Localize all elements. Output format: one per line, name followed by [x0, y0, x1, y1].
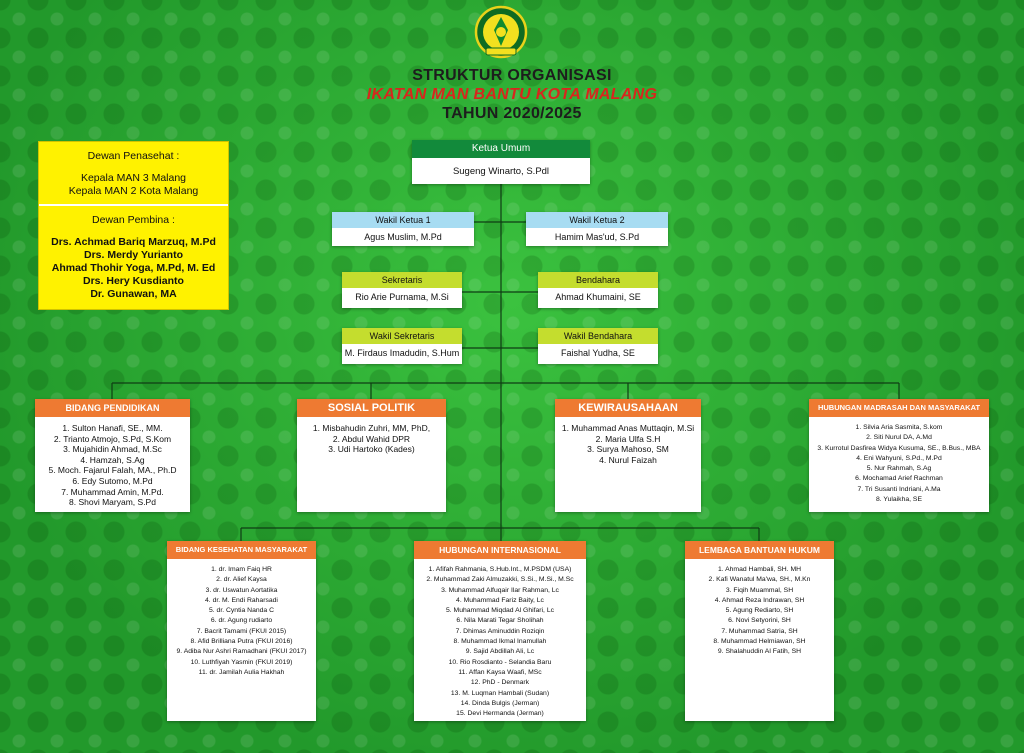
- member-item: 8. Afid Brilliana Putra (FKUI 2016): [190, 638, 293, 646]
- division-hubungan-internasional: [414, 541, 586, 721]
- member-item: 3. Kurrotul Dasfirea Widya Kusuma, SE., B.Bus., MBA: [817, 444, 981, 452]
- member-item: 4. Eni Wahyuni, S.Pd., M.Pd: [856, 454, 942, 462]
- member-item: 11. dr. Jamilah Aulia Hakhah: [198, 668, 285, 676]
- member-item: 5. Muhammad Miqdad Al Ghifari, Lc: [445, 607, 555, 615]
- member-item: 1. Ahmad Hambali, SH. MH: [717, 566, 802, 573]
- dewan-pembina-section: [39, 206, 228, 309]
- member-item: 6. Nila Marati Tegar Sholihah: [456, 617, 544, 625]
- bendahara-title: Bendahara: [538, 272, 658, 288]
- organization-logo: [470, 4, 532, 62]
- pembina-member: Drs. Hery Kusdianto: [83, 275, 184, 287]
- wakil-sekretaris-box: [342, 328, 462, 364]
- member-item: 5. Moch. Fajarul Falah, MA., Ph.D: [48, 465, 177, 476]
- member-item: 5. dr. Cyntia Nanda C: [209, 607, 274, 615]
- member-item: 9. Sajid Abdillah Ali, Lc: [465, 648, 535, 656]
- member-item: 11. Affan Kaysa Waafi, MSc: [458, 668, 542, 676]
- member-item: 6. Mochamad Arief Rachman: [855, 475, 943, 483]
- division-lembaga-bantuan-hukum: [685, 541, 834, 721]
- member-item: 5. Nur Rahmah, S.Ag: [866, 465, 932, 473]
- sekretaris-box: [342, 272, 462, 308]
- wakil-ketua-1-title: Wakil Ketua 1: [332, 212, 474, 228]
- pembina-member: Dr. Gunawan, MA: [90, 288, 177, 300]
- member-item: 4. dr. M. Endi Raharsadi: [205, 596, 278, 604]
- member-item: 3. Mujahidin Ahmad, M.Sc: [63, 444, 162, 455]
- division-kewirausahaan: [555, 399, 701, 512]
- member-list: [685, 559, 834, 664]
- wakil-sekretaris-name: M. Firdaus Imadudin, S.Hum: [344, 348, 460, 358]
- ketua-umum-title: Ketua Umum: [412, 140, 590, 158]
- member-item: 4. Nurul Faizah: [599, 454, 657, 465]
- member-list: [297, 417, 446, 461]
- member-list: [555, 417, 701, 471]
- member-item: 4. Muhammad Fariz Baity, Lc: [456, 596, 544, 604]
- dewan-penasehat-title: Dewan Penasehat :: [87, 150, 180, 162]
- wakil-ketua-2-name: Hamim Mas'ud, S.Pd: [554, 232, 640, 242]
- member-item: 8. Muhammad Ikmal Inamullah: [453, 638, 547, 646]
- advisory-board-box: [38, 141, 229, 310]
- member-item: 2. Kafi Wanatul Ma'wa, SH., M.Kn: [708, 576, 811, 584]
- member-item: 10. Luthfiyah Yasmin (FKUI 2019): [190, 658, 293, 666]
- member-item: 10. Rio Rosdianto - Selandia Baru: [448, 658, 552, 666]
- division-kesehatan-masyarakat: [167, 541, 316, 721]
- member-item: 6. dr. Agung rudiarto: [210, 617, 273, 625]
- member-list: [167, 559, 316, 684]
- wakil-sekretaris-title: Wakil Sekretaris: [342, 328, 462, 344]
- division-title: HUBUNGAN INTERNASIONAL: [414, 541, 586, 559]
- member-item: 3. Muhammad Alfuqair Ilar Rahman, Lc: [441, 586, 559, 594]
- title-line-3: TAHUN 2020/2025: [442, 105, 582, 122]
- member-item: 12. PhD - Denmark: [470, 679, 530, 687]
- member-item: 7. Dhimas Aminuddin Roziqin: [455, 627, 545, 635]
- wakil-ketua-1-box: [332, 212, 474, 246]
- pembina-member: Drs. Merdy Yurianto: [83, 249, 183, 261]
- wakil-ketua-1-name: Agus Muslim, M.Pd: [364, 232, 442, 242]
- member-item: 5. Agung Rediarto, SH: [725, 607, 794, 615]
- member-item: 15. Devi Hermanda (Jerman): [456, 710, 544, 718]
- pembina-member: Drs. Achmad Bariq Marzuq, M.Pd: [51, 236, 216, 248]
- wakil-bendahara-name: Faishal Yudha, SE: [561, 348, 635, 358]
- member-item: 2. dr. Alief Kaysa: [216, 576, 267, 584]
- member-item: 1. dr. Imam Faiq HR: [211, 566, 272, 573]
- member-item: 2. Muhammad Zaki Almuzakki, S.Si., M.Si., M.Sc: [426, 576, 574, 584]
- division-pendidikan: [35, 399, 190, 512]
- bendahara-name: Ahmad Khumaini, SE: [555, 292, 641, 302]
- wakil-bendahara-title: Wakil Bendahara: [538, 328, 658, 344]
- member-item: 7. Tri Susanti Indriani, A.Ma: [857, 485, 941, 493]
- division-title: KEWIRAUSAHAAN: [555, 399, 701, 417]
- dewan-pembina-title: Dewan Pembina :: [92, 214, 175, 226]
- member-item: 3. Udi Hartoko (Kades): [328, 444, 415, 455]
- member-item: 14. Dinda Bulgis (Jerman): [460, 699, 540, 707]
- dewan-penasehat-section: [39, 142, 228, 206]
- member-item: 2. Trianto Atmojo, S.Pd, S.Kom: [53, 433, 172, 444]
- member-item: 13. M. Luqman Hambali (Sudan): [450, 689, 550, 697]
- wakil-bendahara-box: [538, 328, 658, 364]
- member-item: 4. Ahmad Reza Indrawan, SH: [714, 596, 805, 604]
- ketua-umum-box: [412, 140, 590, 184]
- member-list: [414, 559, 586, 725]
- member-list: [809, 417, 989, 511]
- member-item: 8. Shovi Maryam, S.Pd: [69, 497, 156, 508]
- member-item: 8. Yulaikha, SE: [876, 496, 922, 504]
- title-line-2: IKATAN MAN BANTU KOTA MALANG: [366, 86, 658, 103]
- member-item: 2. Maria Ulfa S.H: [595, 433, 661, 444]
- member-item: 7. Bacrit Tamami (FKUI 2015): [196, 627, 287, 635]
- division-title: HUBUNGAN MADRASAH DAN MASYARAKAT: [809, 399, 989, 417]
- member-item: 3. Fiqih Muammal, SH: [725, 586, 794, 594]
- division-sosial-politik: [297, 399, 446, 512]
- sekretaris-title: Sekretaris: [342, 272, 462, 288]
- division-title: BIDANG PENDIDIKAN: [35, 399, 190, 417]
- member-item: 3. dr. Uswatun Aortatika: [205, 586, 278, 594]
- member-item: 7. Muhammad Amin, M.Pd.: [61, 486, 164, 497]
- member-item: 8. Muhammad Helmiawan, SH: [713, 638, 806, 646]
- member-item: 9. Adiba Nur Ashri Ramadhani (FKUI 2017): [176, 648, 307, 656]
- pembina-member: Ahmad Thohir Yoga, M.Pd, M. Ed: [51, 262, 216, 274]
- member-item: 1. Afifah Rahmania, S.Hub.Int., M.PSDM (USA): [428, 566, 572, 573]
- penasehat-member: Kepala MAN 3 Malang: [80, 172, 187, 184]
- member-item: 6. Edy Sutomo, M.Pd: [72, 475, 153, 486]
- ketua-umum-name: Sugeng Winarto, S.Pdl: [452, 165, 550, 177]
- member-list: [35, 417, 190, 514]
- member-item: 1. Silvia Aria Sasmita, S.kom: [855, 424, 943, 431]
- member-item: 3. Surya Mahoso, SM: [587, 444, 669, 455]
- sekretaris-name: Rio Arie Purnama, M.Si: [355, 292, 449, 302]
- division-title: BIDANG KESEHATAN MASYARAKAT: [167, 541, 316, 559]
- member-item: 9. Shalahuddin Al Fatih, SH: [717, 648, 802, 656]
- bendahara-box: [538, 272, 658, 308]
- member-item: 1. Sulton Hanafi, SE., MM.: [62, 423, 163, 433]
- member-item: 2. Abdul Wahid DPR: [332, 433, 411, 444]
- wakil-ketua-2-box: [526, 212, 668, 246]
- division-title: SOSIAL POLITIK: [297, 399, 446, 417]
- member-item: 4. Hamzah, S.Ag: [80, 454, 145, 465]
- wakil-ketua-2-title: Wakil Ketua 2: [526, 212, 668, 228]
- member-item: 2. Siti Nurul DA, A.Md: [866, 434, 932, 442]
- member-item: 6. Novi Setyorini, SH: [728, 617, 791, 625]
- member-item: 7. Muhammad Satria, SH: [721, 627, 798, 635]
- penasehat-member: Kepala MAN 2 Kota Malang: [68, 185, 199, 197]
- division-hubungan-madrasah: [809, 399, 989, 512]
- title-line-1: STRUKTUR ORGANISASI: [412, 67, 612, 84]
- division-title: LEMBAGA BANTUAN HUKUM: [685, 541, 834, 559]
- member-item: 1. Muhammad Anas Muttaqin, M.Si: [561, 423, 695, 433]
- member-item: 1. Misbahudin Zuhri, MM, PhD,: [312, 423, 431, 433]
